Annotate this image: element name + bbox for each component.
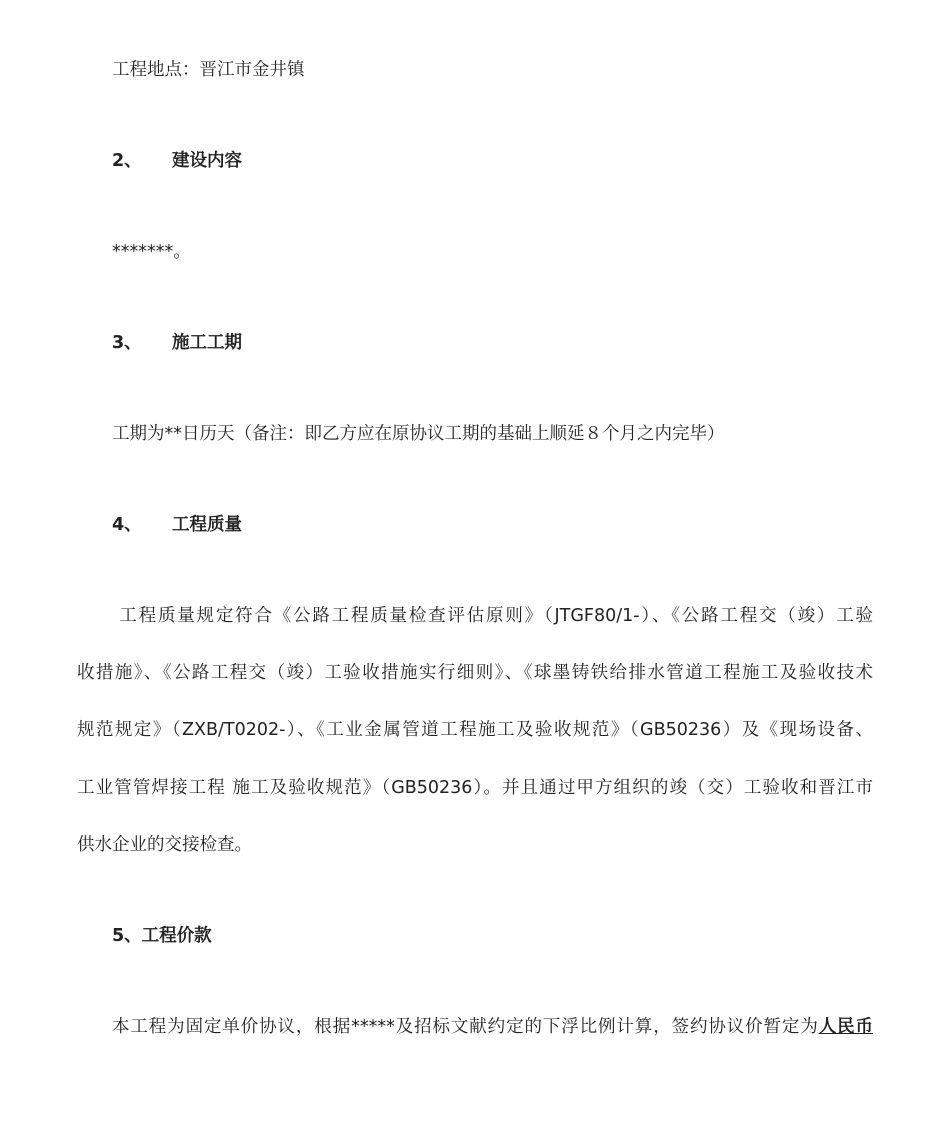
price-currency-emphasis: 人民币: [818, 1017, 874, 1037]
price-line: [112, 1015, 873, 1039]
period-line: 工期为**日历天（备注：即乙方应在原协议工期的基础上顺延８个月之内完毕）: [112, 424, 725, 444]
section-number: 3、: [112, 333, 142, 353]
quality-paragraph-line: 规范规定》（ZXB/T0202-）、《工业金属管道工程施工及验收规范》（GB50236）及《现场设备、: [77, 720, 873, 740]
location-line: 工程地点：晋江市金井镇: [112, 60, 305, 80]
price-text: 本工程为固定单价协议，根据*****及招标文献约定的下浮比例计算，签约协议价暂定为: [112, 1017, 819, 1037]
section-heading-price: 5、工程价款: [112, 926, 212, 946]
quality-paragraph-line: 工程质量规定符合《公路工程质量检查评估原则》（JTGF80/1-）、《公路工程交（竣）工验: [112, 606, 873, 626]
quality-paragraph-line: 工业管管焊接工程 施工及验收规范》（GB50236）。并且通过甲方组织的竣（交）工验收和晋江市: [77, 778, 873, 798]
section-number: 4、: [112, 515, 142, 535]
content-line: *******。: [112, 242, 191, 262]
section-title: 工程质量: [172, 515, 242, 535]
quality-paragraph-line: 供水企业的交接检查。: [77, 835, 252, 855]
section-number: 2、: [112, 151, 142, 171]
quality-paragraph-line: 收措施》、《公路工程交（竣）工验收措施实行细则》、《球墨铸铁给排水管道工程施工及验收技术: [77, 663, 873, 683]
section-title: 施工工期: [172, 333, 242, 353]
section-heading-construction-period: [112, 331, 242, 355]
section-title: 建设内容: [172, 151, 242, 171]
section-heading-quality: [112, 513, 242, 537]
section-heading-construction-content: [112, 149, 242, 173]
